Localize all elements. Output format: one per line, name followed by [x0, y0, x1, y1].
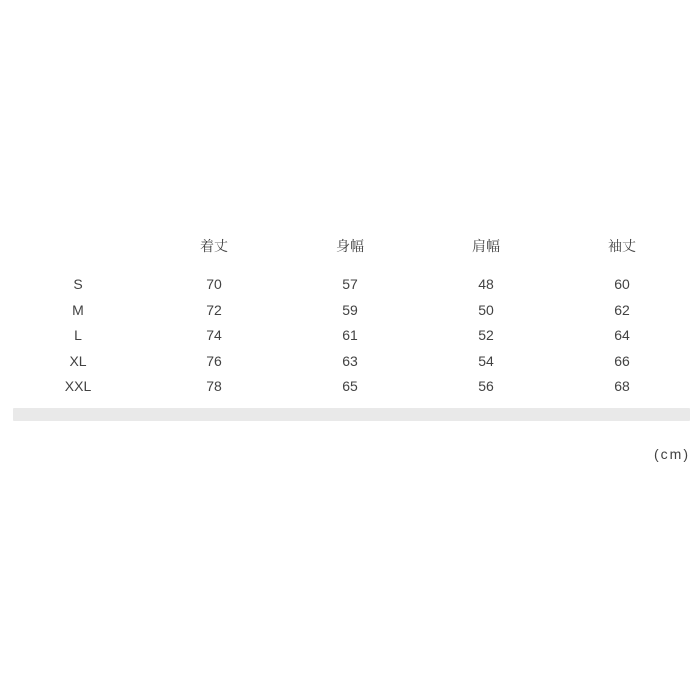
measurement-value: 65 — [342, 378, 358, 395]
measurement-value: 64 — [614, 327, 630, 344]
measurement-value: 70 — [206, 276, 222, 292]
measurement-value: 66 — [614, 352, 630, 369]
size-label: L — [74, 327, 82, 344]
size-label: XL — [69, 352, 87, 369]
measurement-value: 63 — [342, 352, 358, 369]
table-row-s — [10, 272, 690, 298]
measurement-value: 68 — [614, 378, 630, 395]
measurement-value: 59 — [342, 301, 358, 318]
size-label: XXL — [64, 378, 92, 395]
measurement-value: 57 — [342, 276, 358, 292]
size-label: S — [73, 276, 83, 292]
measurement-value: 61 — [342, 327, 358, 344]
table-row-l — [10, 323, 690, 349]
measurement-value: 74 — [206, 327, 222, 344]
measurement-value: 62 — [614, 301, 630, 318]
size-label: M — [72, 301, 84, 318]
size-chart-header-row — [10, 238, 690, 254]
table-row-xl — [10, 349, 690, 375]
measurement-value: 78 — [206, 378, 222, 395]
measurement-value: 76 — [206, 352, 222, 369]
column-header-body-length: 着丈 — [200, 238, 228, 254]
header-spacer — [10, 238, 146, 254]
measurement-value: 52 — [478, 327, 494, 344]
column-header-body-width: 身幅 — [336, 238, 364, 254]
unit-label: (cm) — [654, 446, 690, 462]
column-header-shoulder-width: 肩幅 — [472, 238, 500, 254]
size-chart-body — [10, 272, 690, 400]
measurement-value: 56 — [478, 378, 494, 395]
measurement-value: 60 — [614, 276, 630, 292]
horizontal-scrollbar[interactable] — [13, 408, 690, 421]
table-row-m — [10, 298, 690, 324]
table-row-xxl — [10, 374, 690, 400]
column-header-sleeve-length: 袖丈 — [608, 238, 636, 254]
measurement-value: 50 — [478, 301, 494, 318]
measurement-value: 54 — [478, 352, 494, 369]
measurement-value: 72 — [206, 301, 222, 318]
measurement-value: 48 — [478, 276, 494, 292]
